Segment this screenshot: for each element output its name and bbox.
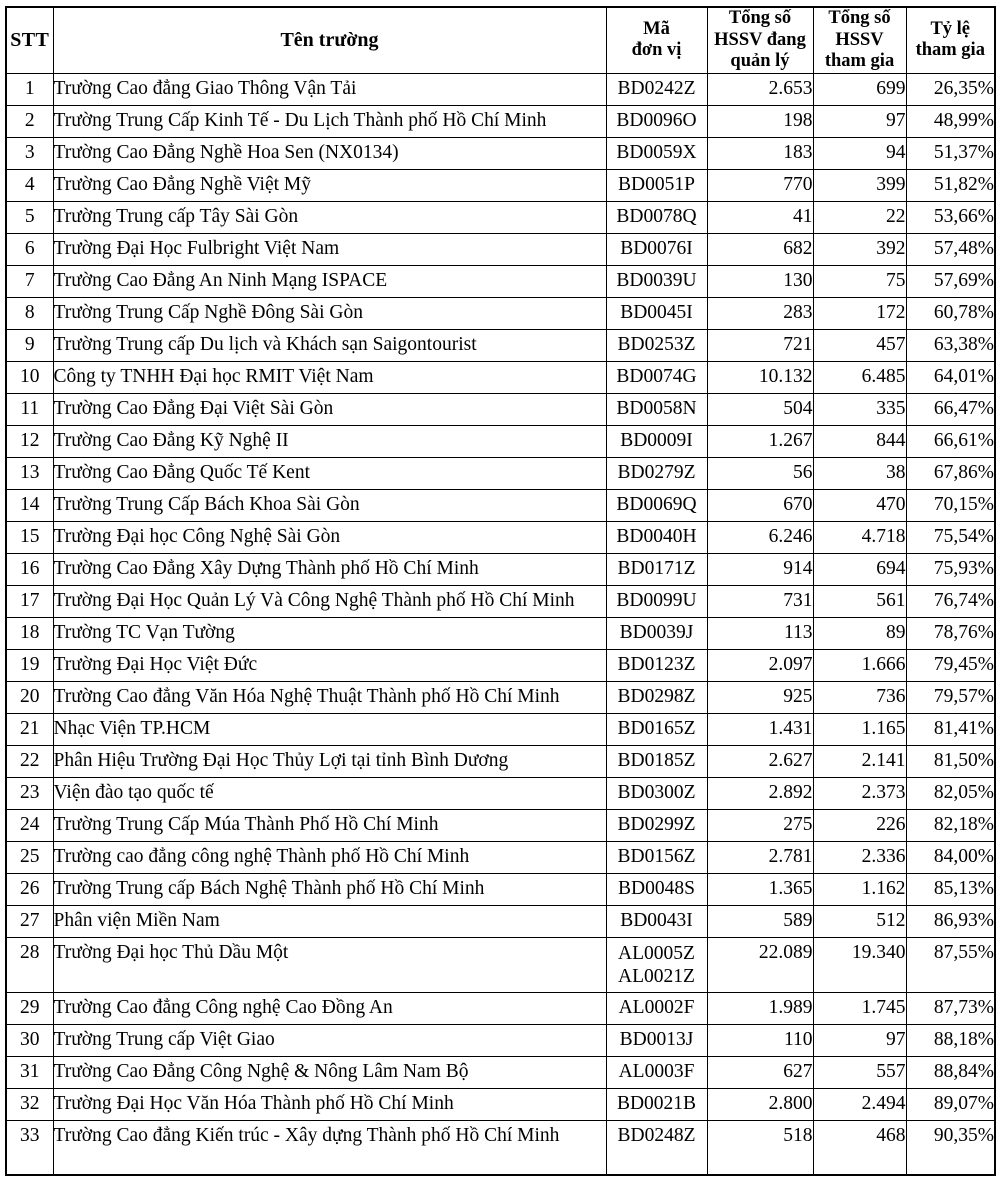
cell-participation-rate: 53,66% [906,201,995,233]
cell-total-managed: 2.627 [707,745,813,777]
cell-total-managed: 22.089 [707,937,813,992]
cell-school-name: Trường TC Vạn Tường [53,617,606,649]
cell-row-number: 1 [6,73,53,105]
cell-participation-rate: 57,69% [906,265,995,297]
cell-unit-code: BD0076I [606,233,707,265]
column-header-stt: STT [6,7,53,73]
cell-total-managed: 110 [707,1024,813,1056]
total-participating-line1: Tổng số [828,8,891,29]
cell-total-participating: 94 [813,137,906,169]
cell-total-managed: 198 [707,105,813,137]
cell-unit-code: BD0279Z [606,457,707,489]
total-managed-line2: HSSV đang [714,29,806,50]
cell-school-name: Công ty TNHH Đại học RMIT Việt Nam [53,361,606,393]
cell-total-managed: 183 [707,137,813,169]
schools-participation-table [5,6,996,1176]
cell-participation-rate: 51,82% [906,169,995,201]
cell-row-number: 14 [6,489,53,521]
cell-total-participating: 457 [813,329,906,361]
cell-participation-rate: 84,00% [906,841,995,873]
cell-total-managed: 914 [707,553,813,585]
cell-row-number: 33 [6,1120,53,1175]
cell-unit-code: BD0123Z [606,649,707,681]
cell-unit-code: BD0165Z [606,713,707,745]
cell-school-name: Trường Trung cấp Du lịch và Khách sạn Saigontourist [53,329,606,361]
table-row [6,169,995,201]
cell-participation-rate: 88,84% [906,1056,995,1088]
unit-code-line: AL0021Z [618,965,695,987]
cell-total-participating: 1.162 [813,873,906,905]
cell-unit-code: BD0051P [606,169,707,201]
cell-row-number: 25 [6,841,53,873]
cell-unit-code: BD0009I [606,425,707,457]
total-participating-line2: HSSV [835,29,884,50]
table-row [6,73,995,105]
cell-total-participating: 1.165 [813,713,906,745]
cell-school-name: Trường Cao Đẳng An Ninh Mạng ISPACE [53,265,606,297]
total-managed-line1: Tổng số [728,8,792,29]
table-body [6,73,995,1175]
cell-school-name: Trường Cao Đẳng Nghề Việt Mỹ [53,169,606,201]
cell-school-name: Trường Trung cấp Việt Giao [53,1024,606,1056]
cell-school-name: Trường cao đẳng công nghệ Thành phố Hồ Chí Minh [53,841,606,873]
cell-total-participating: 699 [813,73,906,105]
cell-total-participating: 561 [813,585,906,617]
cell-unit-code: BD0058N [606,393,707,425]
table-row [6,553,995,585]
table-row [6,809,995,841]
cell-school-name: Trường Cao đẳng Giao Thông Vận Tải [53,73,606,105]
cell-total-managed: 731 [707,585,813,617]
cell-total-managed: 2.800 [707,1088,813,1120]
cell-participation-rate: 26,35% [906,73,995,105]
cell-participation-rate: 79,45% [906,649,995,681]
cell-school-name: Trường Cao Đẳng Quốc Tế Kent [53,457,606,489]
table-row [6,105,995,137]
cell-total-participating: 2.141 [813,745,906,777]
column-header-total-participating [813,7,906,73]
table-row [6,681,995,713]
cell-total-participating: 2.494 [813,1088,906,1120]
cell-school-name: Trường Đại Học Việt Đức [53,649,606,681]
cell-participation-rate: 66,61% [906,425,995,457]
cell-total-managed: 283 [707,297,813,329]
cell-participation-rate: 87,55% [906,937,995,992]
cell-total-managed: 682 [707,233,813,265]
cell-participation-rate: 66,47% [906,393,995,425]
cell-unit-code: BD0099U [606,585,707,617]
table-row [6,1120,995,1175]
cell-total-participating: 75 [813,265,906,297]
cell-total-managed: 2.097 [707,649,813,681]
cell-row-number: 19 [6,649,53,681]
column-header-school-name: Tên trường [53,7,606,73]
cell-total-participating: 557 [813,1056,906,1088]
cell-row-number: 2 [6,105,53,137]
cell-total-managed: 10.132 [707,361,813,393]
cell-participation-rate: 67,86% [906,457,995,489]
cell-row-number: 17 [6,585,53,617]
cell-total-managed: 6.246 [707,521,813,553]
cell-unit-code: BD0069Q [606,489,707,521]
cell-total-participating: 172 [813,297,906,329]
cell-row-number: 3 [6,137,53,169]
cell-school-name: Trường Trung Cấp Bách Khoa Sài Gòn [53,489,606,521]
cell-row-number: 5 [6,201,53,233]
table-row [6,585,995,617]
cell-row-number: 30 [6,1024,53,1056]
cell-school-name: Trường Cao Đẳng Đại Việt Sài Gòn [53,393,606,425]
cell-total-managed: 130 [707,265,813,297]
cell-total-managed: 113 [707,617,813,649]
cell-unit-code: BD0048S [606,873,707,905]
cell-school-name: Trường Đại Học Quản Lý Và Công Nghệ Thành phố Hồ Chí Minh [53,585,606,617]
cell-school-name: Trường Cao đẳng Văn Hóa Nghệ Thuật Thành phố Hồ Chí Minh [53,681,606,713]
cell-participation-rate: 82,05% [906,777,995,809]
table-header [6,7,995,73]
cell-total-participating: 1.745 [813,992,906,1024]
table-row [6,489,995,521]
cell-row-number: 26 [6,873,53,905]
table-row [6,137,995,169]
cell-row-number: 31 [6,1056,53,1088]
cell-row-number: 13 [6,457,53,489]
cell-row-number: 16 [6,553,53,585]
table-row [6,1056,995,1088]
cell-total-participating: 470 [813,489,906,521]
cell-row-number: 32 [6,1088,53,1120]
participation-rate-line1: Tỷ lệ [930,18,971,39]
table-row [6,1088,995,1120]
table-row [6,1024,995,1056]
cell-unit-code: BD0074G [606,361,707,393]
table-row [6,617,995,649]
cell-participation-rate: 64,01% [906,361,995,393]
cell-total-managed: 2.781 [707,841,813,873]
cell-row-number: 28 [6,937,53,992]
cell-total-managed: 1.431 [707,713,813,745]
cell-total-managed: 1.989 [707,992,813,1024]
cell-total-managed: 589 [707,905,813,937]
cell-participation-rate: 78,76% [906,617,995,649]
cell-unit-code: BD0171Z [606,553,707,585]
cell-school-name: Trường Cao đẳng Kiến trúc - Xây dựng Thành phố Hồ Chí Minh [53,1120,606,1175]
cell-total-managed: 770 [707,169,813,201]
table-row [6,873,995,905]
cell-row-number: 15 [6,521,53,553]
cell-participation-rate: 90,35% [906,1120,995,1175]
cell-unit-code: BD0013J [606,1024,707,1056]
table-row [6,745,995,777]
cell-participation-rate: 75,93% [906,553,995,585]
cell-total-participating: 22 [813,201,906,233]
cell-total-managed: 2.892 [707,777,813,809]
cell-participation-rate: 88,18% [906,1024,995,1056]
cell-total-managed: 670 [707,489,813,521]
cell-school-name: Trường Cao Đẳng Xây Dựng Thành phố Hồ Chí Minh [53,553,606,585]
cell-total-managed: 56 [707,457,813,489]
cell-total-participating: 38 [813,457,906,489]
cell-total-managed: 41 [707,201,813,233]
cell-participation-rate: 85,13% [906,873,995,905]
cell-row-number: 23 [6,777,53,809]
cell-unit-code: BD0248Z [606,1120,707,1175]
table-row [6,649,995,681]
cell-school-name: Trường Trung Cấp Kinh Tế - Du Lịch Thành phố Hồ Chí Minh [53,105,606,137]
unit-code-line: AL0005Z [618,942,695,964]
cell-total-participating: 2.373 [813,777,906,809]
cell-participation-rate: 60,78% [906,297,995,329]
header-row [6,7,995,73]
cell-total-participating: 392 [813,233,906,265]
cell-total-participating: 19.340 [813,937,906,992]
cell-row-number: 18 [6,617,53,649]
cell-participation-rate: 86,93% [906,905,995,937]
cell-participation-rate: 48,99% [906,105,995,137]
cell-unit-code: AL0002F [606,992,707,1024]
cell-total-managed: 627 [707,1056,813,1088]
total-participating-line3: tham gia [824,50,895,71]
table-row [6,521,995,553]
cell-row-number: 27 [6,905,53,937]
cell-total-participating: 468 [813,1120,906,1175]
cell-total-participating: 512 [813,905,906,937]
cell-school-name: Trường Cao Đẳng Kỹ Nghệ II [53,425,606,457]
cell-row-number: 21 [6,713,53,745]
cell-school-name: Trường Trung Cấp Múa Thành Phố Hồ Chí Minh [53,809,606,841]
cell-participation-rate: 87,73% [906,992,995,1024]
cell-total-managed: 275 [707,809,813,841]
cell-total-managed: 2.653 [707,73,813,105]
cell-total-participating: 97 [813,1024,906,1056]
cell-school-name: Trường Đại Học Văn Hóa Thành phố Hồ Chí Minh [53,1088,606,1120]
table-row [6,233,995,265]
cell-row-number: 4 [6,169,53,201]
cell-unit-code [606,937,707,992]
cell-row-number: 12 [6,425,53,457]
table-row [6,713,995,745]
participation-rate-line2: tham gia [915,40,985,61]
cell-unit-code: BD0300Z [606,777,707,809]
cell-total-participating: 399 [813,169,906,201]
cell-total-participating: 844 [813,425,906,457]
cell-unit-code: BD0043I [606,905,707,937]
cell-unit-code: BD0039U [606,265,707,297]
cell-total-managed: 721 [707,329,813,361]
cell-row-number: 9 [6,329,53,361]
table-row [6,265,995,297]
cell-row-number: 6 [6,233,53,265]
cell-participation-rate: 89,07% [906,1088,995,1120]
cell-row-number: 22 [6,745,53,777]
table-row [6,201,995,233]
unit-code-line2: đơn vị [631,40,682,61]
cell-unit-code: BD0045I [606,297,707,329]
cell-row-number: 29 [6,992,53,1024]
cell-row-number: 10 [6,361,53,393]
cell-total-participating: 2.336 [813,841,906,873]
cell-participation-rate: 81,41% [906,713,995,745]
cell-unit-code: BD0096O [606,105,707,137]
cell-school-name: Phân Hiệu Trường Đại Học Thủy Lợi tại tỉnh Bình Dương [53,745,606,777]
cell-unit-code: BD0185Z [606,745,707,777]
cell-total-participating: 4.718 [813,521,906,553]
cell-total-managed: 1.267 [707,425,813,457]
cell-unit-code: AL0003F [606,1056,707,1088]
cell-unit-code: BD0299Z [606,809,707,841]
cell-total-participating: 6.485 [813,361,906,393]
table-row [6,297,995,329]
cell-participation-rate: 63,38% [906,329,995,361]
total-managed-line3: quản lý [730,50,790,71]
cell-total-managed: 925 [707,681,813,713]
cell-school-name: Viện đào tạo quốc tế [53,777,606,809]
cell-total-participating: 335 [813,393,906,425]
table-row [6,937,995,992]
cell-row-number: 20 [6,681,53,713]
cell-row-number: 8 [6,297,53,329]
cell-total-participating: 694 [813,553,906,585]
cell-total-participating: 736 [813,681,906,713]
cell-participation-rate: 70,15% [906,489,995,521]
column-header-unit-code [606,7,707,73]
cell-total-managed: 518 [707,1120,813,1175]
cell-school-name: Trường Đại Học Fulbright Việt Nam [53,233,606,265]
cell-participation-rate: 75,54% [906,521,995,553]
table-row [6,841,995,873]
cell-unit-code: BD0253Z [606,329,707,361]
cell-unit-code: BD0021B [606,1088,707,1120]
cell-participation-rate: 81,50% [906,745,995,777]
cell-participation-rate: 82,18% [906,809,995,841]
cell-unit-code: BD0078Q [606,201,707,233]
cell-unit-code: BD0059X [606,137,707,169]
cell-total-participating: 97 [813,105,906,137]
cell-school-name: Trường Cao Đẳng Công Nghệ & Nông Lâm Nam Bộ [53,1056,606,1088]
cell-unit-code: BD0242Z [606,73,707,105]
cell-school-name: Trường Trung cấp Bách Nghệ Thành phố Hồ Chí Minh [53,873,606,905]
cell-school-name: Nhạc Viện TP.HCM [53,713,606,745]
table-row [6,905,995,937]
cell-total-managed: 1.365 [707,873,813,905]
table-row [6,777,995,809]
cell-school-name: Trường Trung cấp Tây Sài Gòn [53,201,606,233]
table-row [6,329,995,361]
cell-unit-code: BD0040H [606,521,707,553]
cell-unit-code: BD0039J [606,617,707,649]
cell-row-number: 11 [6,393,53,425]
cell-unit-code: BD0298Z [606,681,707,713]
cell-total-participating: 89 [813,617,906,649]
table-row [6,457,995,489]
table-row [6,425,995,457]
unit-code-line1: Mã [643,18,670,39]
table-row [6,361,995,393]
cell-unit-code: BD0156Z [606,841,707,873]
cell-school-name: Trường Đại học Thủ Dầu Một [53,937,606,992]
column-header-total-managed [707,7,813,73]
cell-school-name: Phân viện Miền Nam [53,905,606,937]
cell-participation-rate: 57,48% [906,233,995,265]
cell-participation-rate: 51,37% [906,137,995,169]
column-header-participation-rate [906,7,995,73]
cell-school-name: Trường Cao Đẳng Nghề Hoa Sen (NX0134) [53,137,606,169]
cell-school-name: Trường Trung Cấp Nghề Đông Sài Gòn [53,297,606,329]
cell-row-number: 7 [6,265,53,297]
cell-total-participating: 226 [813,809,906,841]
cell-school-name: Trường Đại học Công Nghệ Sài Gòn [53,521,606,553]
cell-participation-rate: 79,57% [906,681,995,713]
cell-total-managed: 504 [707,393,813,425]
table-row [6,992,995,1024]
cell-row-number: 24 [6,809,53,841]
cell-school-name: Trường Cao đẳng Công nghệ Cao Đồng An [53,992,606,1024]
table-row [6,393,995,425]
cell-total-participating: 1.666 [813,649,906,681]
cell-participation-rate: 76,74% [906,585,995,617]
